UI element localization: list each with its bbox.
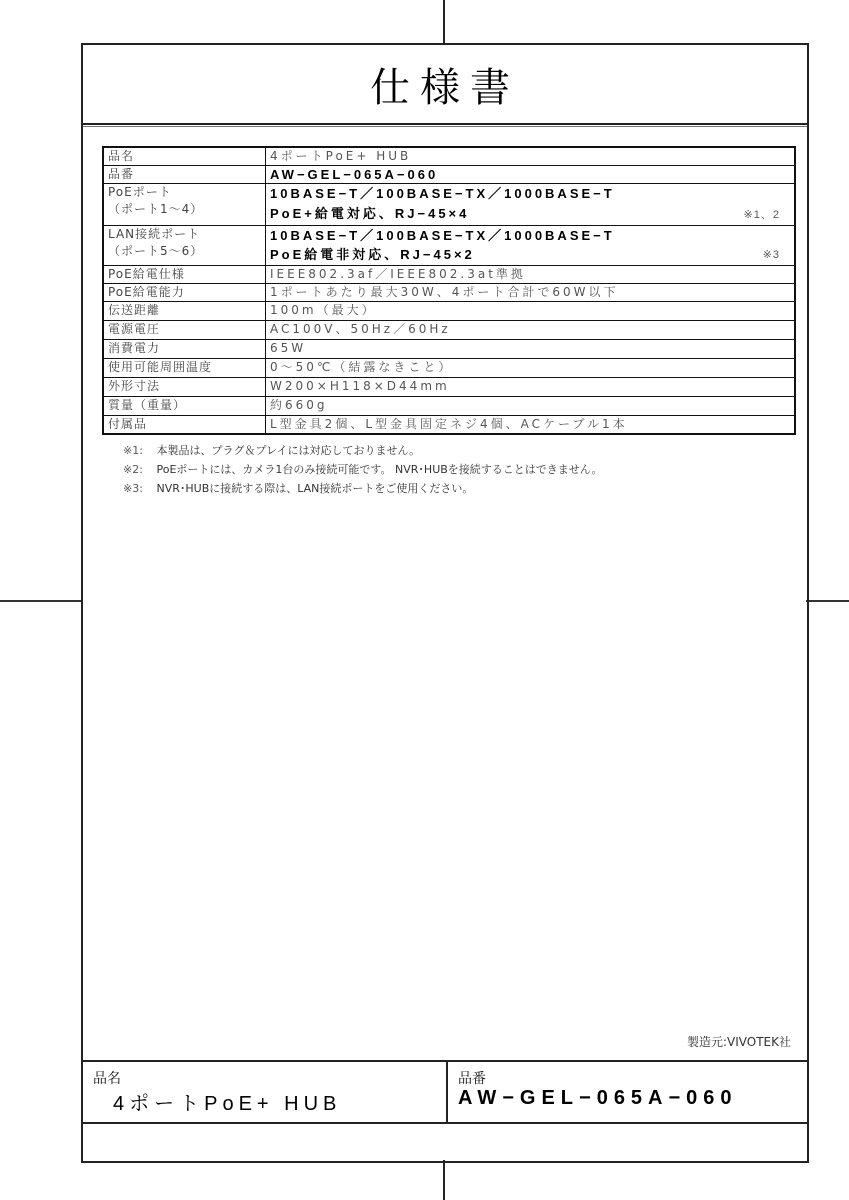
footnote-text: NVR･HUBに接続する際は、LAN接続ポートをご使用ください。 [156, 482, 474, 495]
footnote-text: 本製品は、プラグ＆プレイには対応しておりません。 [156, 444, 421, 457]
crop-mark-bottom [443, 1160, 445, 1200]
row-value: 0〜50℃（結露なきこと） [266, 359, 796, 378]
table-row [103, 397, 795, 416]
row-value [266, 184, 796, 226]
row-value-line2: PoE+給電対応、RJ−45×4 [270, 206, 470, 221]
table-row [103, 184, 795, 226]
footnote-text: PoEポートには、カメラ1台のみ接続可能です。 NVR･HUBを接続することはできません。 [156, 463, 603, 476]
footnote [123, 441, 602, 460]
table-row [103, 226, 795, 266]
row-label-line2: （ポート5〜6） [108, 244, 204, 258]
table-row [103, 340, 795, 359]
row-label: 使用可能周囲温度 [103, 359, 266, 378]
row-label: 付属品 [103, 416, 266, 435]
product-name-caption: 品名 [93, 1071, 121, 1087]
table-row [103, 166, 795, 184]
row-value: 約660g [266, 397, 796, 416]
row-label: 伝送距離 [103, 302, 266, 321]
row-value: 65W [266, 340, 796, 359]
crop-mark-left [0, 600, 82, 602]
row-value-line1: 10BASE−T／100BASE−TX／1000BASE−T [270, 228, 615, 243]
table-row [103, 284, 795, 302]
spec-table [102, 146, 796, 435]
row-label: 品番 [103, 166, 266, 184]
row-label: 外形寸法 [103, 378, 266, 397]
footnote-mark: ※1: [123, 444, 143, 457]
row-value: AW−GEL−065A−060 [266, 166, 796, 184]
footnote-ref: ※1、2 [743, 209, 780, 221]
product-name-value: 4ポートPoE+ HUB [113, 1093, 342, 1115]
row-label-line1: PoEポート [108, 185, 172, 199]
table-row [103, 416, 795, 435]
footnotes [123, 441, 602, 498]
row-label: 品名 [103, 147, 266, 166]
table-row [103, 321, 795, 340]
row-value: 4ポートPoE+ HUB [266, 147, 796, 166]
row-label [103, 226, 266, 266]
product-name-cell [83, 1062, 448, 1122]
row-label: 消費電力 [103, 340, 266, 359]
row-value: 100m（最大） [266, 302, 796, 321]
page-title: 仕様書 [370, 64, 520, 111]
footnote-mark: ※3: [123, 482, 143, 495]
row-label [103, 184, 266, 226]
footnote [123, 460, 602, 479]
row-label: 電源電圧 [103, 321, 266, 340]
model-number-value: AW−GEL−065A−060 [458, 1087, 738, 1109]
row-label-line2: （ポート1〜4） [108, 202, 204, 216]
table-row [103, 378, 795, 397]
row-value-line2: PoE給電非対応、RJ−45×2 [270, 247, 475, 262]
title-band [83, 45, 807, 125]
crop-mark-right [806, 600, 849, 602]
crop-mark-top [443, 0, 445, 44]
row-label-line1: LAN接続ポート [108, 227, 201, 241]
footnote [123, 479, 602, 498]
footnote-mark: ※2: [123, 463, 143, 476]
row-label: 質量（重量） [103, 397, 266, 416]
table-row [103, 266, 795, 284]
row-value [266, 226, 796, 266]
model-number-caption: 品番 [458, 1071, 486, 1087]
row-value: W200×H118×D44mm [266, 378, 796, 397]
row-value-line1: 10BASE−T／100BASE−TX／1000BASE−T [270, 186, 615, 201]
row-value: 1ポートあたり最大30W、4ポート合計で60W以下 [266, 284, 796, 302]
row-label: PoE給電能力 [103, 284, 266, 302]
row-value: IEEE802.3af／IEEE802.3at準拠 [266, 266, 796, 284]
row-value: AC100V、50Hz／60Hz [266, 321, 796, 340]
title-block [83, 1060, 807, 1124]
model-number-cell [448, 1062, 807, 1122]
table-row [103, 359, 795, 378]
manufacturer: 製造元:VIVOTEK社 [686, 1035, 791, 1049]
footnote-ref: ※3 [762, 249, 780, 261]
table-row [103, 147, 795, 166]
document-frame [81, 43, 809, 1163]
row-value: L型金具2個、L型金具固定ネジ4個、ACケーブル1本 [266, 416, 796, 435]
row-label: PoE給電仕様 [103, 266, 266, 284]
table-row [103, 302, 795, 321]
